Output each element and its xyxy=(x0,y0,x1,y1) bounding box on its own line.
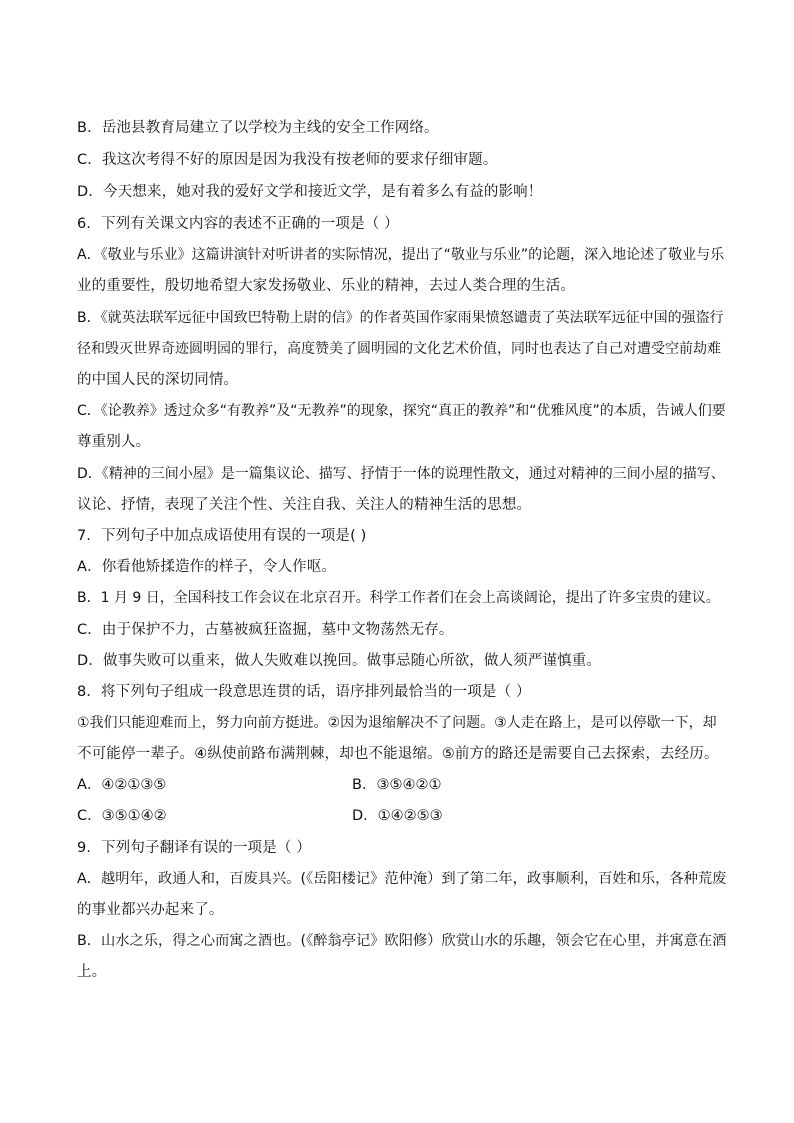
q9-option-b-line1: B．山水之乐，得之心而寓之酒也。(《醉翁亭记》欧阳修）欣赏山水的乐趣，领会它在心里，并寓意在酒 xyxy=(77,933,727,949)
q6-option-c-line1: C．《论教养》透过众多“有教养”及“无教养”的现象，探究“真正的教养”和“优雅风度”的本质，告诫人们要 xyxy=(77,403,726,419)
q8-option-d: D．①④②⑤③ xyxy=(352,808,443,824)
q6-option-b-line1: B．《就英法联军远征中国致巴特勒上尉的信》的作者英国作家雨果愤怒谴责了英法联军远征中国的强盗行 xyxy=(77,310,724,326)
q6-option-d-line1: D．《精神的三间小屋》是一篇集议论、描写、抒情于一体的说理性散文，通过对精神的三间小屋的描写、 xyxy=(77,466,725,482)
q7-option-d: D．做事失败可以重来，做人失败难以挽回。做事忌随心所欲，做人须严谨慎重。 xyxy=(77,653,602,669)
q8-option-a: A．④②①③⑤ xyxy=(77,777,167,793)
q6-option-b-line2: 径和毁灭世界奇迹圆明园的罪行，高度赞美了圆明园的文化艺术价值，同时也表达了自己对遭受空前劫难 xyxy=(77,341,721,357)
q7-option-a: A．你看他矫揉造作的样子，令人作呕。 xyxy=(77,559,337,575)
question-9: 9．下列句子翻译有误的一项是（ ） xyxy=(77,840,311,856)
question-7: 7．下列句子中加点成语使用有误的一项是( ) xyxy=(77,528,367,544)
q6-option-a-line1: A．《敬业与乐业》这篇讲演针对听讲者的实际情况，提出了“敬业与乐业”的论题，深入地论述了敬业与乐 xyxy=(77,247,725,263)
question-6: 6．下列有关课文内容的表述不正确的一项是（ ） xyxy=(77,216,399,232)
q9-option-a-line1: A．越明年，政通人和，百废具兴。(《岳阳楼记》范仲淹）到了第二年，政事顺利，百姓和乐，各种荒废 xyxy=(77,871,727,887)
q7-option-b: B．1 月 9 日，全国科技工作会议在北京召开。科学工作者们在会上高谈阔论，提出了许多宝贵的建议。 xyxy=(77,590,720,606)
q6-option-d-line2: 议论、抒情，表现了关注个性、关注自我、关注人的精神生活的思想。 xyxy=(77,497,532,513)
q9-option-b-line2: 上。 xyxy=(77,964,107,980)
q9-option-a-line2: 的事业都兴办起来了。 xyxy=(77,902,224,918)
q6-option-b-line3: 的中国人民的深切同情。 xyxy=(77,372,239,388)
q5-option-d: D．今天想来，她对我的爱好文学和接近文学，是有着多么有益的影响！ xyxy=(77,184,543,200)
q6-option-c-line2: 尊重别人。 xyxy=(77,434,151,450)
q6-option-a-line2: 业的重要性，殷切地希望大家发扬敬业、乐业的精神，去过人类合理的生活。 xyxy=(77,278,576,294)
q8-option-c: C．③⑤①④② xyxy=(77,808,167,824)
q8-passage-line1: ①我们只能迎难而上，努力向前方挺进。②因为退缩解决不了问题。③人走在路上，是可以停歇一下，却 xyxy=(77,715,717,731)
q7-option-c: C．由于保护不力，古墓被疯狂盗掘，墓中文物荡然无存。 xyxy=(77,622,454,638)
q8-option-b: B．③⑤④②① xyxy=(352,777,442,793)
question-8: 8．将下列句子组成一段意思连贯的话，语序排列最恰当的一项是（ ） xyxy=(77,684,531,700)
q5-option-b: B．岳池县教育局建立了以学校为主线的安全工作网络。 xyxy=(77,120,439,136)
q5-option-c: C．我这次考得不好的原因是因为我没有按老师的要求仔细审题。 xyxy=(77,152,498,168)
q8-passage-line2: 不可能停一辈子。④纵使前路布满荆棘，却也不能退缩。⑤前方的路还是需要自己去探索，去经历。 xyxy=(77,746,719,762)
